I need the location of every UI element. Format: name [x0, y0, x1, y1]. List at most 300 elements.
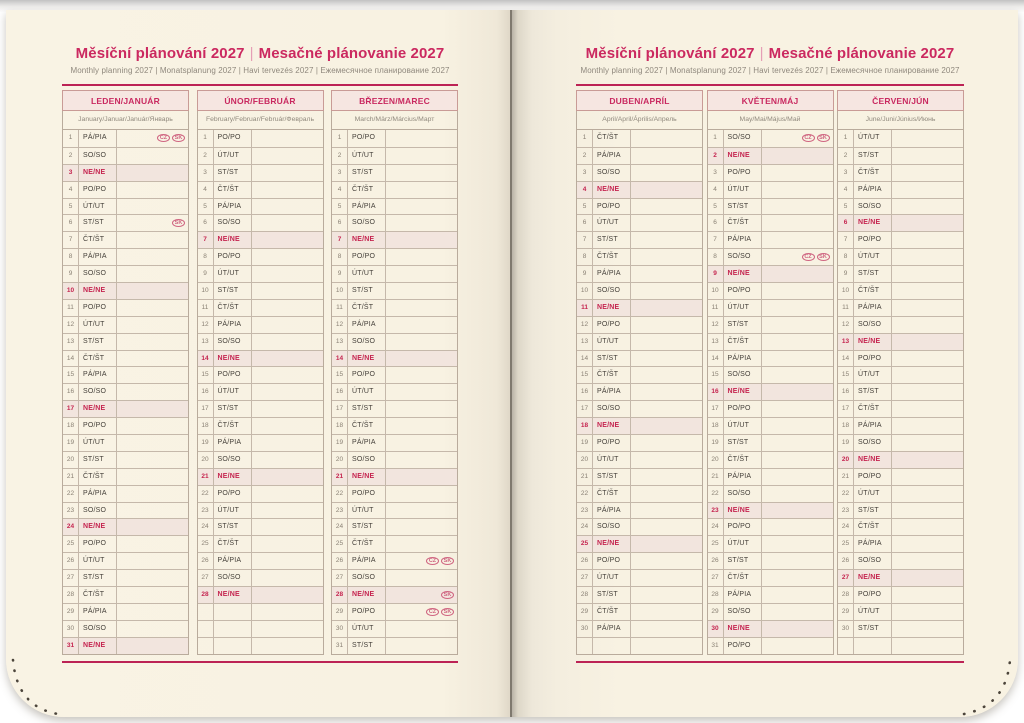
day-row [332, 400, 457, 417]
day-number: 16 [708, 384, 724, 400]
day-row [577, 535, 702, 552]
notes-cell [892, 249, 963, 265]
day-number: 4 [838, 182, 854, 198]
weekday-label: ÚT/UT [854, 604, 892, 620]
weekday-label: ST/ST [348, 165, 386, 181]
day-row [198, 130, 323, 147]
day-row [198, 164, 323, 181]
day-row [838, 198, 963, 215]
weekday-label: SO/SO [854, 317, 892, 333]
day-row [63, 485, 188, 502]
day-number: 30 [577, 621, 593, 637]
day-row [198, 214, 323, 231]
day-number: 7 [708, 232, 724, 248]
weekday-label: ČT/ŠT [854, 401, 892, 417]
weekday-label: PO/PO [593, 553, 631, 569]
day-number: 4 [577, 182, 593, 198]
day-row [332, 552, 457, 569]
weekday-label: SO/SO [348, 334, 386, 350]
day-row [577, 603, 702, 620]
title-separator: | [759, 45, 764, 62]
weekday-label: ÚT/UT [854, 486, 892, 502]
sk-holiday-badge: SK [817, 134, 830, 142]
day-number: 24 [198, 519, 214, 535]
weekday-label: PÁ/PIA [593, 503, 631, 519]
weekday-label: ČT/ŠT [214, 182, 252, 198]
weekday-label: ÚT/UT [348, 148, 386, 164]
notes-cell [762, 435, 833, 451]
notes-cell [117, 536, 188, 552]
day-number: 15 [332, 367, 348, 383]
day-row [577, 350, 702, 367]
page-right-content [576, 10, 964, 717]
notes-cell [631, 570, 702, 586]
day-number: 17 [577, 401, 593, 417]
day-number: 20 [63, 452, 79, 468]
day-row [63, 552, 188, 569]
day-row [838, 468, 963, 485]
day-number: 12 [198, 317, 214, 333]
day-number: 21 [838, 469, 854, 485]
weekday-label: NE/NE [724, 621, 762, 637]
notes-cell [386, 536, 457, 552]
day-number: 21 [577, 469, 593, 485]
notes-cell [892, 553, 963, 569]
notes-cell [386, 435, 457, 451]
notes-cell [762, 266, 833, 282]
day-row [577, 316, 702, 333]
day-row [708, 383, 833, 400]
weekday-label: ST/ST [593, 232, 631, 248]
day-number: 6 [63, 215, 79, 231]
weekday-label: NE/NE [593, 300, 631, 316]
notes-cell [386, 249, 457, 265]
day-row [708, 265, 833, 282]
weekday-label: ST/ST [854, 621, 892, 637]
weekday-label: ÚT/UT [593, 334, 631, 350]
day-number: 15 [838, 367, 854, 383]
day-row [708, 485, 833, 502]
day-row [63, 214, 188, 231]
weekday-label: NE/NE [214, 351, 252, 367]
day-number: 29 [838, 604, 854, 620]
weekday-label: PO/PO [214, 486, 252, 502]
weekday-label: ČT/ŠT [214, 536, 252, 552]
weekday-label: NE/NE [854, 215, 892, 231]
notes-cell [386, 283, 457, 299]
day-row [708, 400, 833, 417]
day-number: 13 [198, 334, 214, 350]
day-row [198, 333, 323, 350]
notes-cell [631, 165, 702, 181]
day-number: 7 [332, 232, 348, 248]
weekday-label: PÁ/PIA [214, 199, 252, 215]
weekday-label: ST/ST [214, 165, 252, 181]
weekday-label: NE/NE [79, 401, 117, 417]
notes-cell [117, 232, 188, 248]
notes-cell [631, 199, 702, 215]
day-row [577, 366, 702, 383]
weekday-label [214, 621, 252, 637]
day-number: 10 [708, 283, 724, 299]
day-number: 1 [708, 130, 724, 147]
notes-cell [762, 300, 833, 316]
day-number: 4 [332, 182, 348, 198]
day-number: 9 [838, 266, 854, 282]
notes-cell [762, 351, 833, 367]
day-number: 30 [63, 621, 79, 637]
day-row [708, 620, 833, 637]
day-row [63, 147, 188, 164]
month-table [837, 90, 964, 655]
notes-cell [386, 367, 457, 383]
weekday-label: PÁ/PIA [348, 199, 386, 215]
day-row [332, 130, 457, 147]
notes-cell [762, 130, 833, 147]
notes-cell [631, 452, 702, 468]
weekday-label: SO/SO [214, 334, 252, 350]
notes-cell [892, 570, 963, 586]
day-row [63, 620, 188, 637]
day-number: 12 [63, 317, 79, 333]
notes-cell [252, 165, 323, 181]
day-row [838, 434, 963, 451]
day-number: 9 [577, 266, 593, 282]
weekday-label: SO/SO [593, 165, 631, 181]
day-number: 29 [577, 604, 593, 620]
day-number: 2 [838, 148, 854, 164]
day-row [63, 299, 188, 316]
notes-cell [252, 536, 323, 552]
day-row [838, 316, 963, 333]
day-number: 25 [332, 536, 348, 552]
weekday-label: NE/NE [214, 232, 252, 248]
day-number: 31 [332, 638, 348, 654]
notes-cell [631, 148, 702, 164]
header-rule [576, 84, 964, 86]
day-row [198, 282, 323, 299]
weekday-label: PÁ/PIA [79, 130, 117, 147]
month-tables-right [576, 90, 964, 655]
day-number: 15 [708, 367, 724, 383]
weekday-label: ČT/ŠT [593, 486, 631, 502]
day-row [63, 502, 188, 519]
day-row [577, 248, 702, 265]
notes-cell [892, 401, 963, 417]
day-row [838, 350, 963, 367]
notes-cell [762, 148, 833, 164]
page-subtitle: Monthly planning 2027 | Monatsplanung 2027 | Havi tervezés 2027 | Ежемесячное планирование 2027 [580, 66, 960, 75]
weekday-label: ÚT/UT [348, 503, 386, 519]
day-number: 8 [63, 249, 79, 265]
sk-holiday-badge: SK [172, 219, 185, 227]
weekday-label: ČT/ŠT [79, 469, 117, 485]
day-number: 21 [198, 469, 214, 485]
day-row [838, 248, 963, 265]
day-row [198, 485, 323, 502]
day-number: 14 [708, 351, 724, 367]
day-row [332, 350, 457, 367]
day-number: 23 [838, 503, 854, 519]
day-row [708, 451, 833, 468]
weekday-label: ST/ST [79, 334, 117, 350]
page-header [62, 46, 458, 86]
day-number: 11 [63, 300, 79, 316]
weekday-label: NE/NE [79, 519, 117, 535]
day-number: 13 [63, 334, 79, 350]
day-number: 29 [332, 604, 348, 620]
weekday-label: ST/ST [79, 452, 117, 468]
day-number: 11 [838, 300, 854, 316]
notes-cell [762, 587, 833, 603]
day-row [198, 603, 323, 620]
notes-cell [631, 621, 702, 637]
weekday-label: ČT/ŠT [724, 452, 762, 468]
day-row [63, 383, 188, 400]
day-row [838, 383, 963, 400]
day-row [332, 518, 457, 535]
month-languages-subheader: February/Februar/Február/Февраль [197, 111, 324, 130]
day-number: 30 [332, 621, 348, 637]
weekday-label: ÚT/UT [724, 300, 762, 316]
weekday-label: ST/ST [214, 401, 252, 417]
notes-cell [117, 367, 188, 383]
day-number: 1 [838, 130, 854, 147]
weekday-label: NE/NE [593, 536, 631, 552]
weekday-label: PÁ/PIA [79, 604, 117, 620]
notes-cell [252, 519, 323, 535]
weekday-label: NE/NE [854, 334, 892, 350]
day-number: 7 [577, 232, 593, 248]
day-number: 12 [838, 317, 854, 333]
weekday-label: PÁ/PIA [348, 435, 386, 451]
day-row [332, 383, 457, 400]
weekday-label: ČT/ŠT [593, 249, 631, 265]
weekday-label: NE/NE [724, 148, 762, 164]
day-number: 2 [708, 148, 724, 164]
day-row [198, 248, 323, 265]
weekday-label: ÚT/UT [214, 384, 252, 400]
notes-cell [762, 367, 833, 383]
day-row [708, 198, 833, 215]
notes-cell [892, 638, 963, 654]
weekday-label: SO/SO [79, 621, 117, 637]
day-number: 15 [198, 367, 214, 383]
notes-cell [386, 215, 457, 231]
page-subtitle: Monthly planning 2027 | Monatsplanung 2027 | Havi tervezés 2027 | Ежемесячное планирование 2027 [70, 66, 450, 75]
day-number: 18 [198, 418, 214, 434]
day-number: 27 [63, 570, 79, 586]
day-row [332, 147, 457, 164]
notes-cell [892, 266, 963, 282]
notes-cell [631, 469, 702, 485]
day-number: 25 [577, 536, 593, 552]
day-number: 25 [838, 536, 854, 552]
day-number: 16 [838, 384, 854, 400]
day-number: 22 [198, 486, 214, 502]
notes-cell [892, 317, 963, 333]
notes-cell [252, 570, 323, 586]
weekday-label: PO/PO [724, 519, 762, 535]
weekday-label: NE/NE [854, 570, 892, 586]
day-number: 8 [332, 249, 348, 265]
weekday-label: NE/NE [348, 469, 386, 485]
day-number: 27 [838, 570, 854, 586]
weekday-label: NE/NE [79, 165, 117, 181]
notes-cell [252, 215, 323, 231]
day-row [63, 417, 188, 434]
day-number: 26 [332, 553, 348, 569]
day-number: 16 [198, 384, 214, 400]
day-row [838, 569, 963, 586]
day-row [198, 316, 323, 333]
month-day-grid [707, 130, 834, 655]
notes-cell [892, 503, 963, 519]
day-number [198, 638, 214, 654]
day-number: 29 [708, 604, 724, 620]
sk-holiday-badge: SK [441, 608, 454, 616]
day-number: 23 [708, 503, 724, 519]
day-number: 14 [198, 351, 214, 367]
day-row [63, 316, 188, 333]
weekday-label: ST/ST [724, 317, 762, 333]
notes-cell [892, 621, 963, 637]
weekday-label: ÚT/UT [593, 215, 631, 231]
day-number: 14 [332, 351, 348, 367]
day-row [577, 620, 702, 637]
notes-cell [762, 486, 833, 502]
weekday-label: ČT/ŠT [854, 519, 892, 535]
notes-cell [631, 384, 702, 400]
day-number: 23 [577, 503, 593, 519]
day-row [577, 502, 702, 519]
weekday-label: PO/PO [854, 469, 892, 485]
day-row [577, 214, 702, 231]
weekday-label: SO/SO [79, 266, 117, 282]
notes-cell [892, 384, 963, 400]
day-row [577, 485, 702, 502]
notes-cell [386, 148, 457, 164]
day-row [332, 316, 457, 333]
weekday-label: PÁ/PIA [854, 182, 892, 198]
notes-cell [892, 199, 963, 215]
weekday-label: PO/PO [348, 604, 386, 620]
day-row [198, 552, 323, 569]
weekday-label: NE/NE [79, 283, 117, 299]
weekday-label: ČT/ŠT [214, 418, 252, 434]
weekday-label: PÁ/PIA [79, 249, 117, 265]
day-row [198, 569, 323, 586]
notes-cell [386, 384, 457, 400]
day-number: 19 [838, 435, 854, 451]
day-row [838, 502, 963, 519]
weekday-label: SO/SO [348, 215, 386, 231]
day-row [63, 350, 188, 367]
day-number: 3 [577, 165, 593, 181]
month-languages-subheader: June/Juni/Június/Июнь [837, 111, 964, 130]
notes-cell [386, 553, 457, 569]
day-row [63, 265, 188, 282]
day-number: 7 [198, 232, 214, 248]
weekday-label: ÚT/UT [79, 553, 117, 569]
weekday-label [593, 638, 631, 654]
day-number: 28 [63, 587, 79, 603]
day-row [838, 130, 963, 147]
notes-cell [762, 638, 833, 654]
weekday-label: SO/SO [214, 452, 252, 468]
day-row [708, 130, 833, 147]
weekday-label: SO/SO [854, 199, 892, 215]
notes-cell [386, 317, 457, 333]
weekday-label: ST/ST [79, 570, 117, 586]
notes-cell [252, 367, 323, 383]
cz-holiday-badge: CZ [157, 134, 170, 142]
weekday-label: ČT/ŠT [854, 165, 892, 181]
month-tables-left [62, 90, 458, 655]
notes-cell [762, 283, 833, 299]
weekday-label: NE/NE [348, 351, 386, 367]
day-number: 26 [198, 553, 214, 569]
day-row [708, 147, 833, 164]
notes-cell [762, 232, 833, 248]
weekday-label: ST/ST [724, 553, 762, 569]
notes-cell [892, 130, 963, 147]
day-row [198, 535, 323, 552]
notes-cell [117, 418, 188, 434]
day-row [577, 468, 702, 485]
weekday-label: ST/ST [214, 283, 252, 299]
day-number: 23 [63, 503, 79, 519]
day-row [838, 147, 963, 164]
day-row [198, 231, 323, 248]
notes-cell [117, 519, 188, 535]
weekday-label: PO/PO [348, 249, 386, 265]
notes-cell [386, 452, 457, 468]
day-row [708, 417, 833, 434]
day-number: 19 [198, 435, 214, 451]
weekday-label: PO/PO [79, 418, 117, 434]
day-number: 3 [332, 165, 348, 181]
weekday-label: PÁ/PIA [593, 148, 631, 164]
weekday-label: ČT/ŠT [79, 232, 117, 248]
notes-cell [252, 401, 323, 417]
notes-cell [631, 351, 702, 367]
day-row [332, 248, 457, 265]
notes-cell [117, 182, 188, 198]
day-row [577, 637, 702, 654]
weekday-label: ST/ST [854, 384, 892, 400]
weekday-label: PÁ/PIA [854, 300, 892, 316]
weekday-label: ČT/ŠT [593, 130, 631, 147]
weekday-label: ST/ST [854, 148, 892, 164]
day-row [63, 130, 188, 147]
day-number [838, 638, 854, 654]
weekday-label: ST/ST [593, 469, 631, 485]
day-row [708, 569, 833, 586]
weekday-label: NE/NE [348, 232, 386, 248]
bottom-rule [62, 661, 458, 663]
day-number: 20 [838, 452, 854, 468]
day-number: 16 [332, 384, 348, 400]
weekday-label: ST/ST [854, 266, 892, 282]
day-number: 18 [838, 418, 854, 434]
weekday-label: NE/NE [79, 638, 117, 654]
notes-cell [892, 536, 963, 552]
notes-cell [252, 266, 323, 282]
month-name-header: KVĚTEN/MÁJ [707, 90, 834, 111]
notes-cell [117, 638, 188, 654]
page-title-czech: Měsíční plánování 2027 [75, 45, 245, 62]
